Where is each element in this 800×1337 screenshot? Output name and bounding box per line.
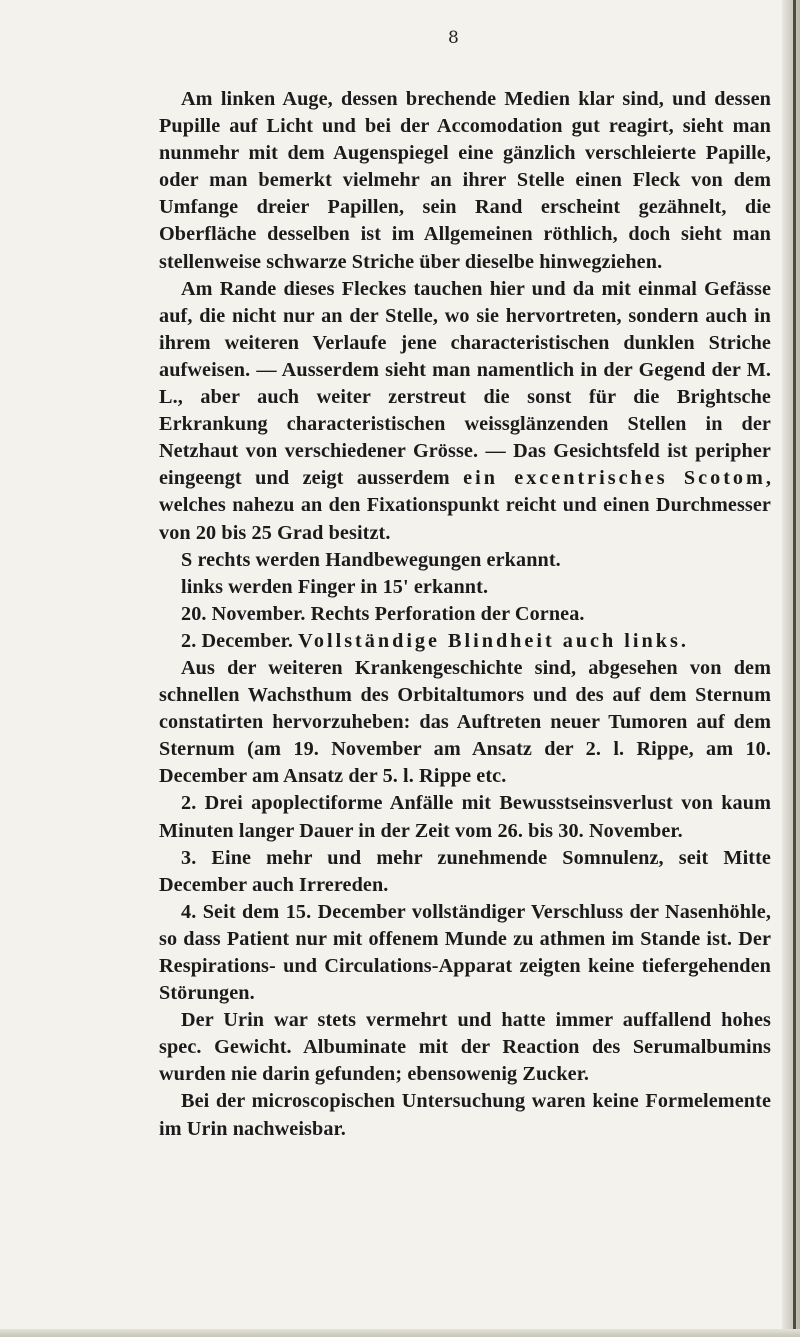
paragraph-6-end: . bbox=[680, 629, 686, 652]
spaced-phrase-scotom: ein excentrisches Scotom bbox=[463, 467, 766, 490]
page-bottom-edge bbox=[0, 1329, 800, 1337]
paragraph-6 bbox=[159, 628, 771, 655]
paragraph-2 bbox=[159, 276, 771, 547]
paragraph-10: 4. Seit dem 15. December vollständiger Verschluss der Nasenhöhle, so dass Patient nur mit offenem Munde zu athmen im Stande ist. Der Respirations- und Circulations-Apparat zeigten keine tiefergehenden Störungen. bbox=[159, 900, 771, 1005]
paragraph-9: 3. Eine mehr und mehr zunehmende Somnulenz, seit Mitte December auch Irrereden. bbox=[159, 846, 771, 896]
paragraph-8: 2. Drei apoplectiforme Anfälle mit Bewusstseinsverlust von kaum Minuten langer Dauer in der Zeit vom 26. bis 30. November. bbox=[159, 792, 771, 842]
page-right-edge bbox=[782, 0, 800, 1337]
paragraph-11: Der Urin war stets vermehrt und hatte immer auffallend hohes spec. Gewicht. Albuminate mit der Reaction des Serumalbumins wurden nie darin gefunden; ebensowenig Zucker. bbox=[159, 1009, 771, 1086]
paragraph-6-date: 2. December. bbox=[181, 629, 299, 652]
paragraph-3: S rechts werden Handbewegungen erkannt. bbox=[181, 548, 561, 571]
paragraph-12: Bei der microscopischen Untersuchung waren keine Formelemente im Urin nachweisbar. bbox=[159, 1090, 771, 1140]
paragraph-2-part-1: Am Rande dieses Fleckes tauchen hier und da mit einmal Gefässe auf, die nicht nur an der Stelle, wo sie hervortreten, sondern auch in ihrem weiteren Verlaufe jene characteristischen dunklen Striche aufweisen. — Ausserdem sieht man namentlich in der Gegend der M. L., aber auch weiter zerstreut die sonst für die Brightsche Erkrankung characteristischen weissglänzenden Stellen in der Netzhaut von verschiedener Grösse. — Das Gesichtsfeld ist peripher eingeengt und zeigt ausserdem bbox=[159, 277, 771, 490]
binding-shadow bbox=[793, 0, 796, 1337]
paragraph-2-part-2: , welches nahezu an den Fixationspunkt reicht und einen Durchmesser von 20 bis 25 Grad besitzt. bbox=[159, 467, 771, 544]
paragraph-4: links werden Finger in 15' erkannt. bbox=[181, 575, 489, 598]
spaced-phrase-blindheit: Vollständige Blindheit auch links bbox=[298, 629, 681, 652]
paragraph-7: Aus der weiteren Krankengeschichte sind, abgesehen von dem schnellen Wachsthum des Orbitaltumors und des auf dem Sternum constatirten hervorzuheben: das Auftreten neuer Tumoren auf dem Sternum (am 19. November am Ansatz der 2. l. Rippe, am 10. December am Ansatz der 5. l. Rippe etc. bbox=[159, 656, 771, 788]
page-number: 8 bbox=[448, 28, 459, 48]
body-text bbox=[159, 86, 771, 1143]
paragraph-1: Am linken Auge, dessen brechende Medien klar sind, und dessen Pupille auf Licht und bei der Accomodation gut reagirt, sieht man nunmehr mit dem Augenspiegel eine gänzlich verschleierte Papille, oder man bemerkt vielmehr an ihrer Stelle einen Fleck von dem Umfange dreier Papillen, sein Rand erscheint gezähnelt, die Oberfläche desselben ist im Allgemeinen röthlich, doch sieht man stellenweise schwarze Striche über dieselbe hinwegziehen. bbox=[159, 88, 771, 273]
paragraph-5: 20. November. Rechts Perforation der Cornea. bbox=[181, 602, 585, 625]
